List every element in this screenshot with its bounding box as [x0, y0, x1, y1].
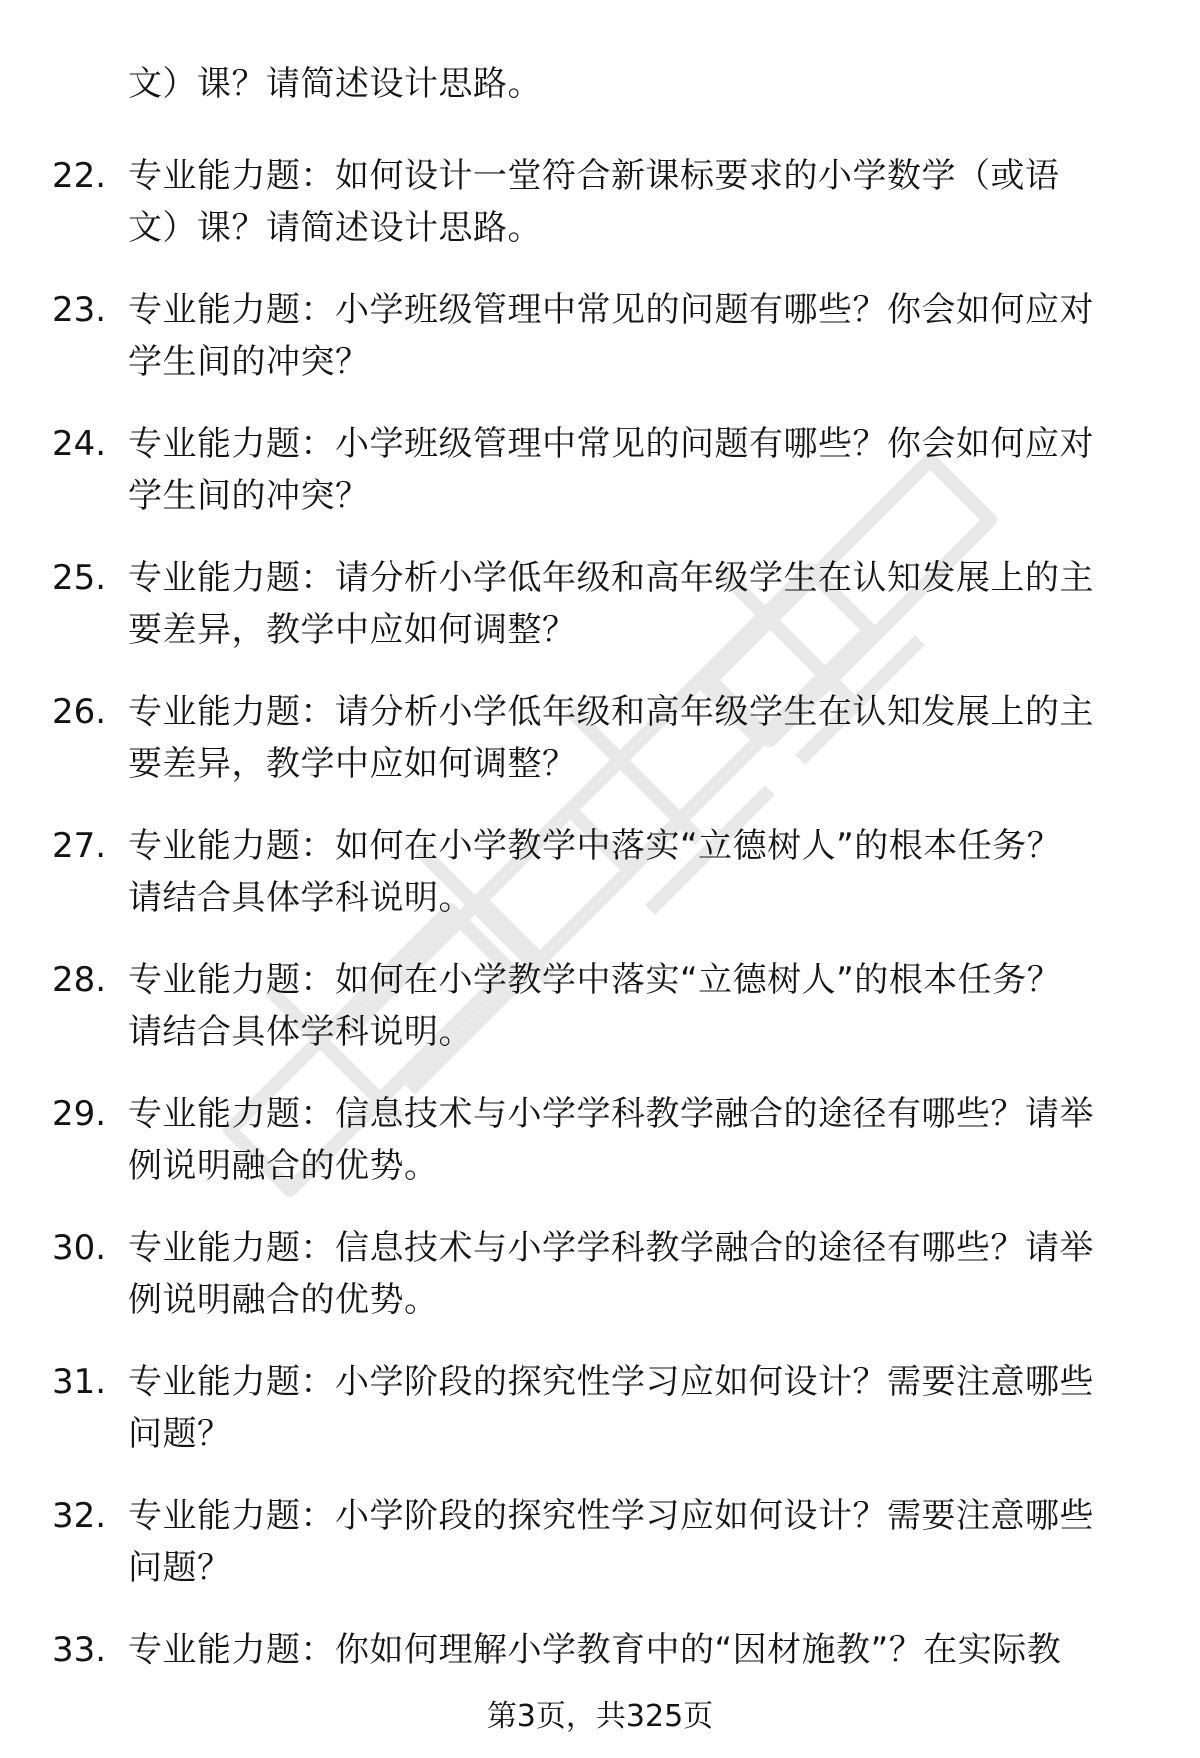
- question-number: 32.: [52, 1496, 107, 1536]
- question-text: [128, 1490, 1138, 1594]
- question-text: [128, 1088, 1138, 1192]
- question-number: 30.: [52, 1228, 107, 1268]
- question-line: 请结合具体学科说明。: [128, 878, 473, 918]
- question-item: [0, 1222, 1200, 1356]
- question-line: 专业能力题：如何在小学教学中落实“立德树人”的根本任务？: [128, 826, 1062, 866]
- question-line: 请结合具体学科说明。: [128, 1012, 473, 1052]
- question-text: [128, 284, 1138, 388]
- question-item: [0, 284, 1200, 418]
- question-line: 专业能力题：请分析小学低年级和高年级学生在认知发展上的主: [128, 558, 1094, 598]
- page-footer: 第3页，共325页: [486, 1699, 714, 1734]
- question-number: 26.: [52, 692, 107, 732]
- question-line: 问题？: [128, 1414, 232, 1454]
- question-line: 专业能力题：请分析小学低年级和高年级学生在认知发展上的主: [128, 692, 1094, 732]
- question-list: [0, 150, 1200, 1758]
- question-item: [0, 552, 1200, 686]
- question-item: [0, 820, 1200, 954]
- question-item: [0, 1088, 1200, 1222]
- question-text: [128, 418, 1138, 522]
- question-text: [128, 552, 1138, 656]
- question-line: 学生间的冲突？: [128, 476, 370, 516]
- question-text: [128, 1624, 1138, 1676]
- question-number: 27.: [52, 826, 107, 866]
- question-text: [128, 820, 1138, 924]
- question-line: 要差异，教学中应如何调整？: [128, 610, 577, 650]
- question-line: 专业能力题：信息技术与小学学科教学融合的途径有哪些？请举: [128, 1228, 1094, 1268]
- question-line: 专业能力题：小学阶段的探究性学习应如何设计？需要注意哪些: [128, 1362, 1094, 1402]
- question-text: [128, 954, 1138, 1058]
- continuation-text: 文）课？请简述设计思路。: [128, 64, 542, 104]
- question-line: 专业能力题：小学班级管理中常见的问题有哪些？你会如何应对: [128, 290, 1094, 330]
- question-line: 文）课？请简述设计思路。: [128, 208, 542, 248]
- question-line: 要差异，教学中应如何调整？: [128, 744, 577, 784]
- question-line: 专业能力题：小学班级管理中常见的问题有哪些？你会如何应对: [128, 424, 1094, 464]
- question-item: [0, 954, 1200, 1088]
- question-number: 33.: [52, 1630, 107, 1670]
- question-line: 专业能力题：小学阶段的探究性学习应如何设计？需要注意哪些: [128, 1496, 1094, 1536]
- question-item: [0, 418, 1200, 552]
- question-line: 专业能力题：信息技术与小学学科教学融合的途径有哪些？请举: [128, 1094, 1094, 1134]
- question-item: [0, 1624, 1200, 1758]
- question-line: 例说明融合的优势。: [128, 1280, 439, 1320]
- question-number: 28.: [52, 960, 107, 1000]
- question-line: 专业能力题：如何设计一堂符合新课标要求的小学数学（或语: [128, 156, 1060, 196]
- question-line: 例说明融合的优势。: [128, 1146, 439, 1186]
- question-item: [0, 1490, 1200, 1624]
- question-line: 专业能力题：你如何理解小学教育中的“因材施教”？在实际教: [128, 1630, 1062, 1670]
- question-line: 专业能力题：如何在小学教学中落实“立德树人”的根本任务？: [128, 960, 1062, 1000]
- question-number: 25.: [52, 558, 107, 598]
- question-item: [0, 1356, 1200, 1490]
- question-line: 问题？: [128, 1548, 232, 1588]
- question-text: [128, 1356, 1138, 1460]
- question-number: 29.: [52, 1094, 107, 1134]
- question-text: [128, 150, 1138, 254]
- question-text: [128, 686, 1138, 790]
- question-number: 22.: [52, 156, 107, 196]
- question-line: 学生间的冲突？: [128, 342, 370, 382]
- question-item: [0, 150, 1200, 284]
- question-item: [0, 686, 1200, 820]
- question-number: 23.: [52, 290, 107, 330]
- question-number: 24.: [52, 424, 107, 464]
- question-number: 31.: [52, 1362, 107, 1402]
- question-text: [128, 1222, 1138, 1326]
